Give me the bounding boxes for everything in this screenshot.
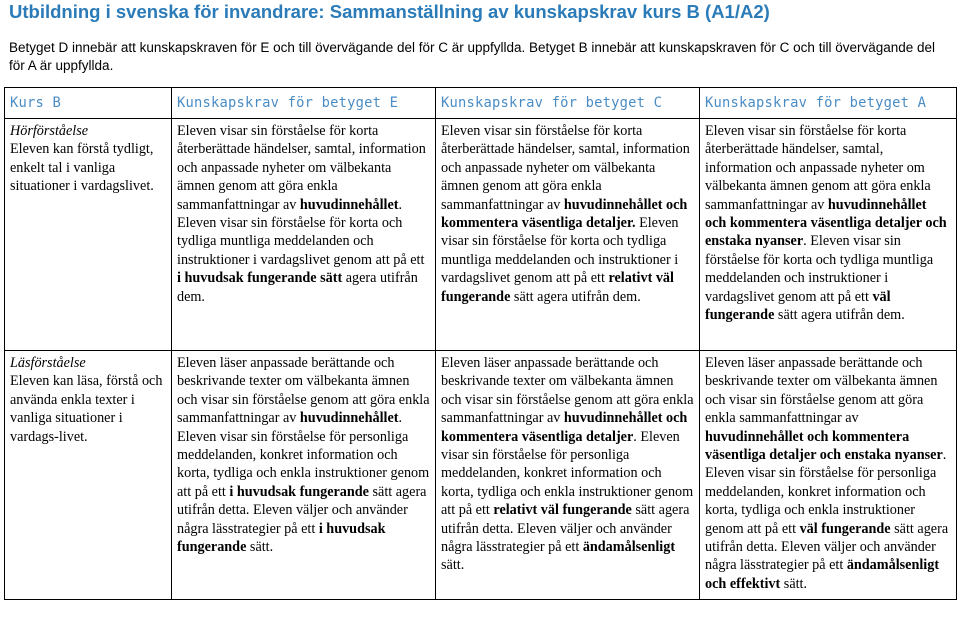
text-segment: . Eleven visar sin förståelse för personliga meddelanden, konkret information och korta, tydliga och enkla instruktioner genom att på ett (177, 410, 430, 500)
text-segment: sätt. (246, 539, 274, 556)
emphasized-text: huvudinnehållet och kommentera väsentliga detaljer (441, 410, 688, 445)
intro-paragraph: Betyget D innebär att kunskapskraven för E och till övervägande del för C är uppfyllda. Betyget B innebär att kunskapskraven för C och till övervägande del för A är uppfyllda. (9, 40, 936, 73)
requirements-table (4, 87, 957, 600)
text-segment: Eleven visar sin förståelse för korta återberättade händelser, samtal, information och anpassade nyheter om välbekanta ämnen genom att göra enkla sammanfattningar av (705, 123, 931, 213)
text-segment: sätt agera utifrån detta. Eleven väljer och använder några lässtrategier på ett (705, 520, 949, 574)
table-row (5, 351, 957, 600)
emphasized-text: i huvudsak fungerande (229, 483, 369, 500)
skill-cell (5, 351, 172, 600)
skill-cell (5, 119, 172, 351)
skill-label: Läsförståelse (10, 355, 86, 371)
text-segment: sätt agera utifrån dem. (774, 307, 905, 324)
text-segment: . Eleven visar sin förståelse för personliga meddelanden, konkret information och korta, tydliga och enkla instruktioner genom att på ett (705, 447, 947, 537)
table-row (5, 119, 957, 351)
skill-description: Eleven kan läsa, förstå och använda enkla texter i vanliga situationer i vardags-livet. (10, 373, 163, 445)
emphasized-text: ändamålsenligt och effektivt (705, 557, 940, 592)
emphasized-text: relativt väl fungerande (493, 502, 632, 519)
emphasized-text: huvudinnehållet (299, 410, 399, 427)
emphasized-text: väl fungerande (705, 288, 891, 324)
header-row (5, 88, 957, 119)
skill-label: Hörförståelse (10, 123, 89, 139)
emphasized-text: i huvudsak fungerande sätt (177, 270, 343, 287)
text-segment: Eleven visar sin förståelse för korta återberättade händelser, samtal, information och anpassade nyheter om välbekanta ämnen genom att göra enkla sammanfattningar av (177, 123, 426, 213)
emphasized-text: väl fungerande (799, 520, 891, 537)
emphasized-text: huvudinnehållet och kommentera väsentliga detaljer. (441, 196, 688, 232)
text-segment: . Eleven visar sin förståelse för korta och tydliga muntliga meddelanden och instruktioner i vardagslivet genom att på ett (705, 233, 934, 305)
text-segment: agera utifrån dem. (177, 270, 418, 305)
text-segment: Eleven läser anpassade berättande och beskrivande texter om välbekanta ämnen och visar sin förståelse genom att göra enkla sammanfattningar av (177, 355, 430, 427)
text-segment: Eleven visar sin förståelse för korta och tydliga muntliga meddelanden och instruktioner i vardagslivet genom att på ett (441, 215, 679, 287)
document-title: Utbildning i svenska för invandrare: Sammanställning av kunskapskrav kurs B (A1/A2) (9, 1, 770, 22)
emphasized-text: ändamålsenligt (582, 539, 676, 556)
requirement-cell (436, 351, 700, 600)
header-course: Kurs B (5, 88, 172, 119)
requirement-cell (172, 119, 436, 351)
text-segment: . Eleven visar sin förståelse för personliga meddelanden, konkret information och korta, tydliga och enkla instruktioner genom att på ett (441, 428, 694, 519)
text-segment: Eleven läser anpassade berättande och beskrivande texter om välbekanta ämnen och visar sin förståelse genom att göra enkla sammanfattningar av (705, 355, 938, 427)
text-segment: sätt. (780, 575, 808, 592)
emphasized-text: huvudinnehållet och kommentera väsentliga detaljer och enstaka nyanser (705, 428, 943, 464)
skill-description: Eleven kan förstå tydligt, enkelt tal i vanliga situationer i vardagslivet. (10, 141, 154, 195)
emphasized-text: relativt väl fungerande (441, 270, 674, 305)
requirement-cell (172, 351, 436, 600)
emphasized-text: i huvudsak fungerande (177, 520, 386, 556)
header-grade-e: Kunskapskrav för betyget E (172, 88, 436, 119)
requirement-cell (700, 351, 957, 600)
text-segment: sätt. (441, 557, 465, 574)
emphasized-text: huvudinnehållet och kommentera väsentliga detaljer och enstaka nyanser (705, 196, 947, 250)
text-segment: . Eleven visar sin förståelse för korta och tydliga muntliga meddelanden och instruktioner i vardagslivet genom att på ett (177, 196, 425, 268)
text-segment: sätt agera utifrån dem. (510, 288, 641, 305)
text-segment: Eleven visar sin förståelse för korta återberättade händelser, samtal, information och anpassade nyheter om välbekanta ämnen genom att göra enkla sammanfattningar av (441, 123, 690, 213)
requirement-cell (436, 119, 700, 351)
text-segment: sätt agera utifrån detta. Eleven väljer och använder några lässtrategier på ett (441, 502, 690, 556)
header-grade-c: Kunskapskrav för betyget C (436, 88, 700, 119)
requirement-cell (700, 119, 957, 351)
text-segment: sätt agera utifrån detta. Eleven väljer och använder några lässtrategier på ett (177, 483, 427, 537)
emphasized-text: huvudinnehållet (299, 196, 399, 213)
text-segment: Eleven läser anpassade berättande och beskrivande texter om välbekanta ämnen och visar sin förståelse genom att göra enkla sammanfattningar av (441, 355, 694, 427)
header-grade-a: Kunskapskrav för betyget A (700, 88, 957, 119)
